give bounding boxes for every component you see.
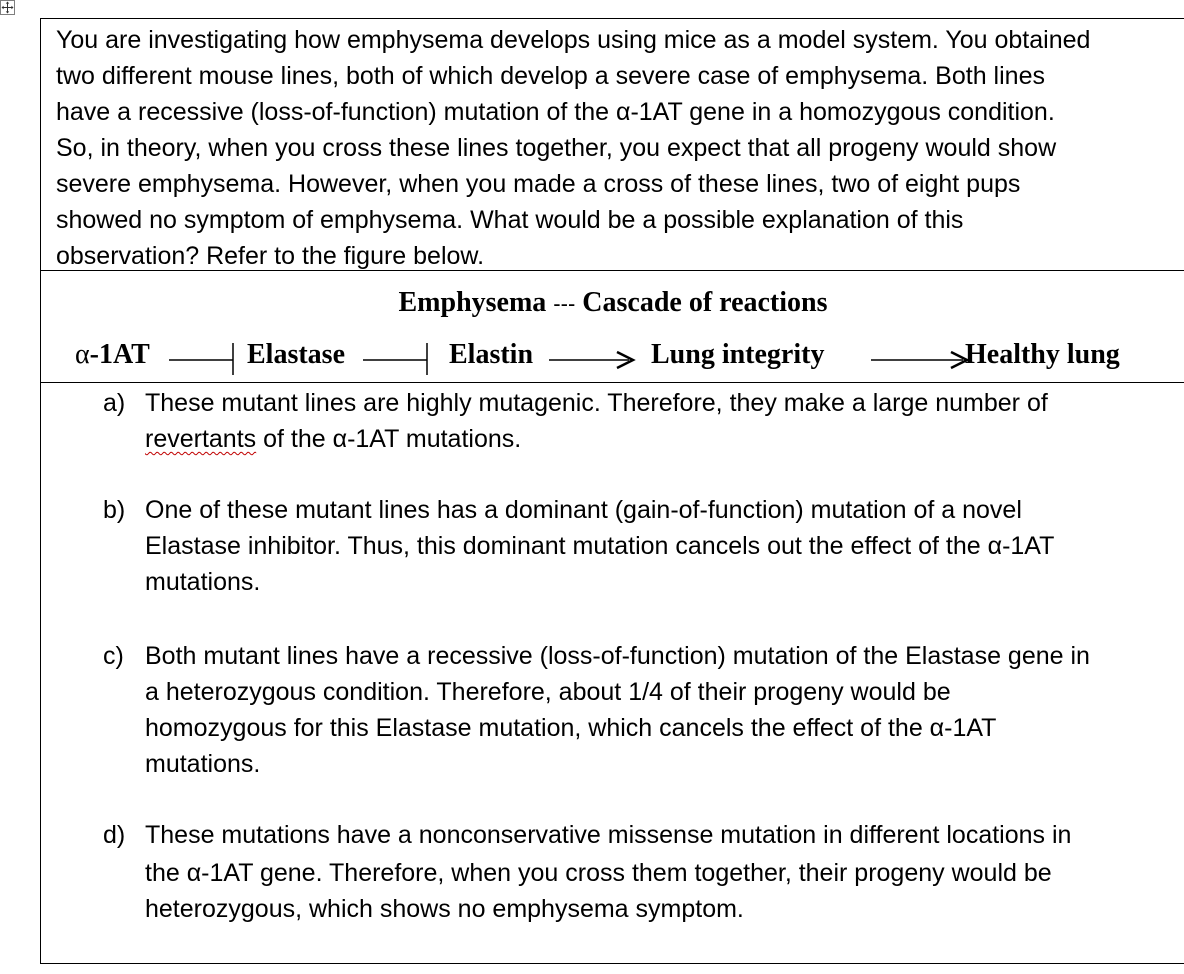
option-line bbox=[145, 421, 521, 457]
option-line: the α-1AT gene. Therefore, when you cross them together, their progeny would be bbox=[145, 859, 1052, 887]
question-line: severe emphysema. However, when you made a cross of these lines, two of eight pups bbox=[56, 170, 1021, 198]
move-arrows-icon bbox=[1, 1, 14, 14]
alpha-1at-suffix: -1AT bbox=[89, 339, 150, 370]
option-letter: c) bbox=[103, 642, 124, 670]
option-line: homozygous for this Elastase mutation, which cancels the effect of the α-1AT bbox=[145, 714, 997, 742]
question-line: observation? Refer to the figure below. bbox=[56, 242, 485, 270]
figure-title bbox=[41, 287, 1184, 319]
figure-title-rest: Cascade of reactions bbox=[582, 287, 828, 318]
activation-arrow-icon bbox=[549, 345, 637, 371]
option-line: Elastase inhibitor. Thus, this dominant mutation cancels out the effect of the α-1AT bbox=[145, 532, 1055, 560]
reaction-cascade bbox=[41, 331, 1184, 381]
inhibition-arrow-icon bbox=[363, 341, 431, 377]
option-line: One of these mutant lines has a dominant (gain-of-function) mutation of a novel bbox=[145, 496, 1022, 524]
question-line: So, in theory, when you cross these lines together, you expect that all progeny would show bbox=[56, 134, 1057, 162]
elastase-label: Elastase bbox=[247, 339, 345, 370]
table-move-handle[interactable] bbox=[0, 0, 15, 15]
option-line: a heterozygous condition. Therefore, about 1/4 of their progeny would be bbox=[145, 678, 951, 706]
healthy-lung-label: Healthy lung bbox=[965, 339, 1120, 370]
option-line: Both mutant lines have a recessive (loss-of-function) mutation of the Elastase gene in bbox=[145, 642, 1090, 670]
question-line: You are investigating how emphysema develops using mice as a model system. You obtained bbox=[56, 26, 1091, 54]
option-line: These mutations have a nonconservative missense mutation in different locations in bbox=[145, 821, 1072, 849]
option-letter: d) bbox=[103, 821, 126, 849]
option-line-rest: of the α-1AT mutations. bbox=[256, 425, 522, 453]
option-line: mutations. bbox=[145, 568, 261, 596]
spellcheck-flagged-word[interactable]: revertants bbox=[145, 425, 257, 453]
option-line: These mutant lines are highly mutagenic. Therefore, they make a large number of bbox=[145, 389, 1048, 417]
question-table bbox=[40, 18, 1184, 964]
lung-integrity-label: Lung integrity bbox=[651, 339, 825, 370]
alpha-1at-label bbox=[75, 339, 150, 371]
question-line: have a recessive (loss-of-function) mutation of the α-1AT gene in a homozygous condition. bbox=[56, 98, 1055, 126]
inhibition-arrow-icon bbox=[169, 341, 237, 377]
activation-arrow-icon bbox=[871, 345, 971, 371]
option-line: mutations. bbox=[145, 750, 261, 778]
figure-cell bbox=[41, 271, 1184, 383]
options-cell bbox=[41, 383, 1184, 964]
elastin-label: Elastin bbox=[449, 339, 534, 370]
option-letter: a) bbox=[103, 389, 126, 417]
question-cell bbox=[41, 18, 1184, 271]
option-line: heterozygous, which shows no emphysema symptom. bbox=[145, 895, 744, 923]
figure-title-main: Emphysema bbox=[398, 287, 547, 318]
option-letter: b) bbox=[103, 496, 126, 524]
figure-title-dashes: --- bbox=[553, 291, 576, 316]
question-line: showed no symptom of emphysema. What would be a possible explanation of this bbox=[56, 206, 964, 234]
alpha-symbol: α bbox=[75, 339, 90, 370]
question-line: two different mouse lines, both of which develop a severe case of emphysema. Both lines bbox=[56, 62, 1045, 90]
